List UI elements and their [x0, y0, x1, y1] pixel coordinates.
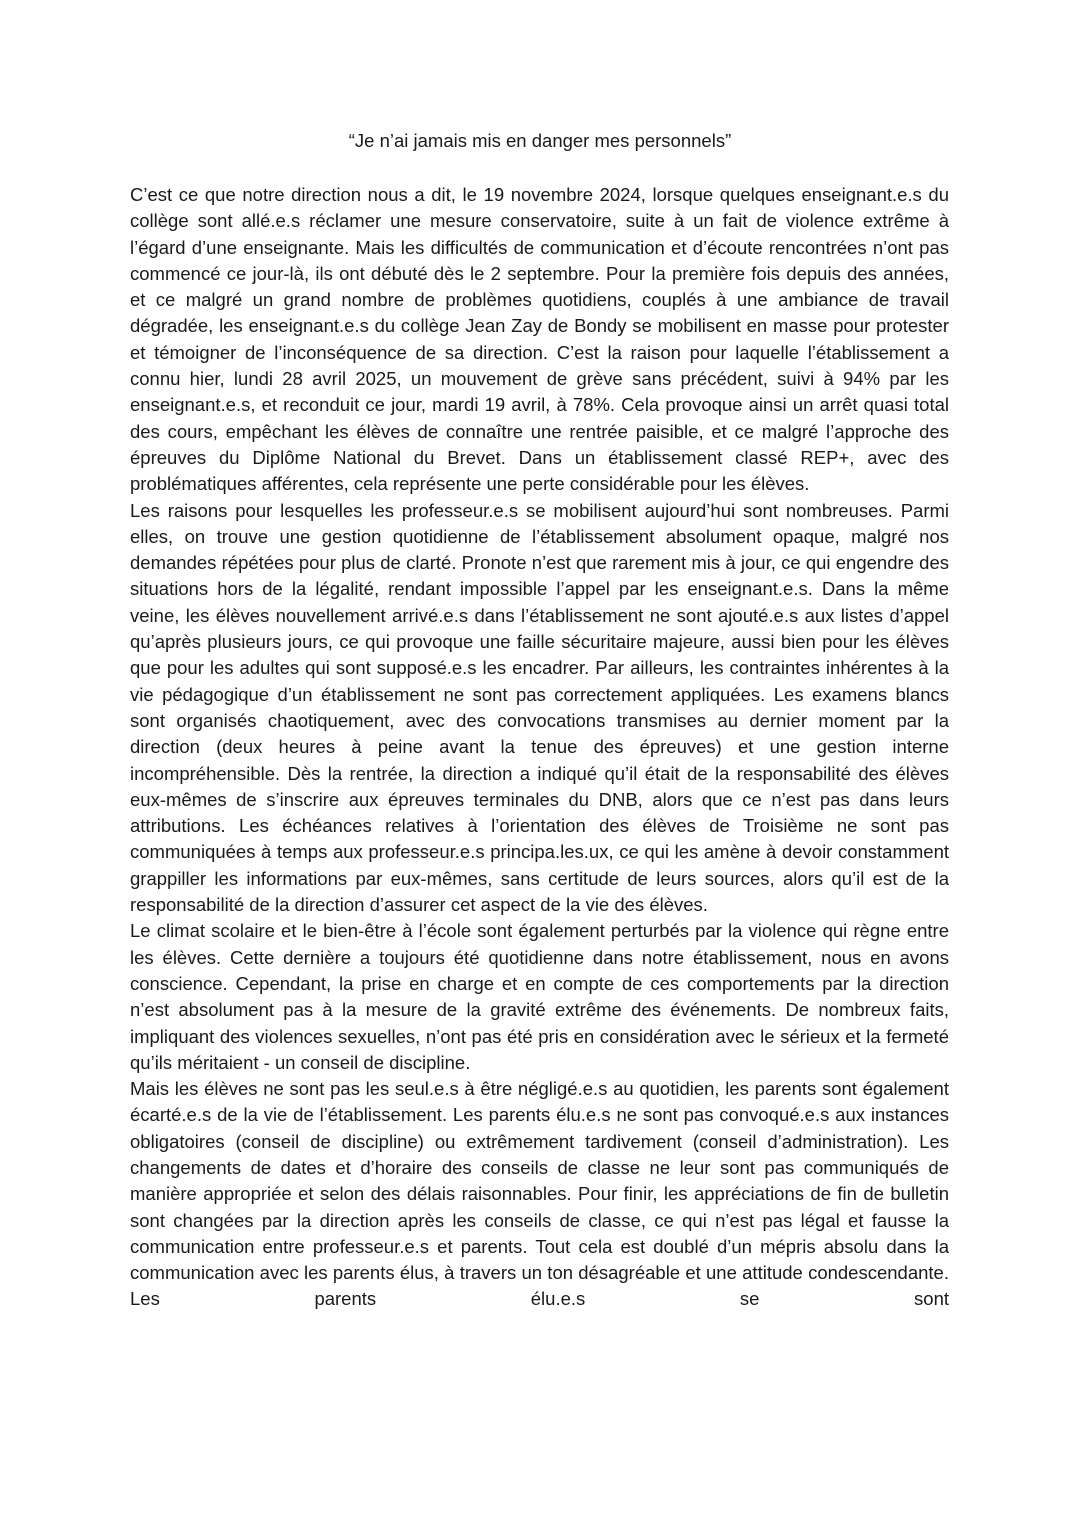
document-title: “Je n’ai jamais mis en danger mes personnels”: [348, 130, 732, 151]
paragraph-parents: Mais les élèves ne sont pas les seul.e.s à être négligé.e.s au quotidien, les parents sont également écarté.e.s de la vie de l’établissement. Les parents élu.e.s ne sont pas convoqué.e.s aux instances obligatoires (conseil de discipline) ou extrêmement tardivement (conseil d’administration). Les changements de dates et d’horaire des conseils de classe ne leur sont pas communiqués de manière appropriée et selon des délais raisonnables. Pour finir, les appréciations de fin de bulletin sont changées par la direction après les conseils de classe, ce qui n’est pas légal et fausse la communication entre professeur.e.s et parents. Tout cela est doublé d’un mépris absolu dans la communication avec les parents élus, à travers un ton désagréable et une attitude condescendante. Les parents élu.e.s se sont: [130, 1078, 949, 1310]
paragraph-school-climate: Le climat scolaire et le bien-être à l’école sont également perturbés par la violence qui règne entre les élèves. Cette dernière a toujours été quotidienne dans notre établissement, nous en avons conscience. Cependant, la prise en charge et en compte de ces comportements par la direction n’est absolument pas à la mesure de la gravité extrême des événements. De nombreux faits, impliquant des violences sexuelles, n’ont pas été pris en considération avec le sérieux et la fermeté qu’ils méritaient - un conseil de discipline.: [130, 920, 949, 1073]
document-body: [130, 182, 949, 1313]
paragraph-reasons: Les raisons pour lesquelles les professeur.e.s se mobilisent aujourd’hui sont nombreuses. Parmi elles, on trouve une gestion quotidienne de l’établissement absolument opaque, malgré nos demandes répétées pour plus de clarté. Pronote n’est que rarement mis à jour, ce qui engendre des situations hors de la légalité, rendant impossible l’appel par les enseignant.e.s. Dans la même veine, les élèves nouvellement arrivé.e.s dans l’établissement ne sont ajouté.e.s aux listes d’appel qu’après plusieurs jours, ce qui provoque une faille sécuritaire majeure, aussi bien pour les élèves que pour les adultes qui sont supposé.e.s les encadrer. Par ailleurs, les contraintes inhérentes à la vie pédagogique d’un établissement ne sont pas correctement appliquées. Les examens blancs sont organisés chaotiquement, avec des convocations transmises au dernier moment par la direction (deux heures à peine avant la tenue des épreuves) et une gestion interne incompréhensible. Dès la rentrée, la direction a indiqué qu’il était de la responsabilité des élèves eux-mêmes de s’inscrire aux épreuves terminales du DNB, alors que ce n’est pas dans leurs attributions. Les échéances relatives à l’orientation des élèves de Troisième ne sont pas communiquées à temps aux professeur.e.s principa.les.ux, ce qui les amène à devoir constamment grappiller les informations par eux-mêmes, sans certitude de leurs sources, alors qu’il est de la responsabilité de la direction d’assurer cet aspect de la vie des élèves.: [130, 499, 949, 916]
paragraph-intro: C’est ce que notre direction nous a dit, le 19 novembre 2024, lorsque quelques enseignant.e.s du collège sont allé.e.s réclamer une mesure conservatoire, suite à un fait de violence extrême à l’égard d’une enseignante. Mais les difficultés de communication et d’écoute rencontrées n’ont pas commencé ce jour-là, ils ont débuté dès le 2 septembre. Pour la première fois depuis des années, et ce malgré un grand nombre de problèmes quotidiens, couplés à une ambiance de travail dégradée, les enseignant.e.s du collège Jean Zay de Bondy se mobilisent en masse pour protester et témoigner de l’inconséquence de sa direction. C’est la raison pour laquelle l’établissement a connu hier, lundi 28 avril 2025, un mouvement de grève sans précédent, suivi à 94% par les enseignant.e.s, et reconduit ce jour, mardi 19 avril, à 78%. Cela provoque ainsi un arrêt quasi total des cours, empêchant les élèves de connaître une rentrée paisible, et ce malgré l’approche des épreuves du Diplôme National du Brevet. Dans un établissement classé REP+, avec des problématiques afférentes, cela représente une perte considérable pour les élèves.: [130, 184, 949, 495]
